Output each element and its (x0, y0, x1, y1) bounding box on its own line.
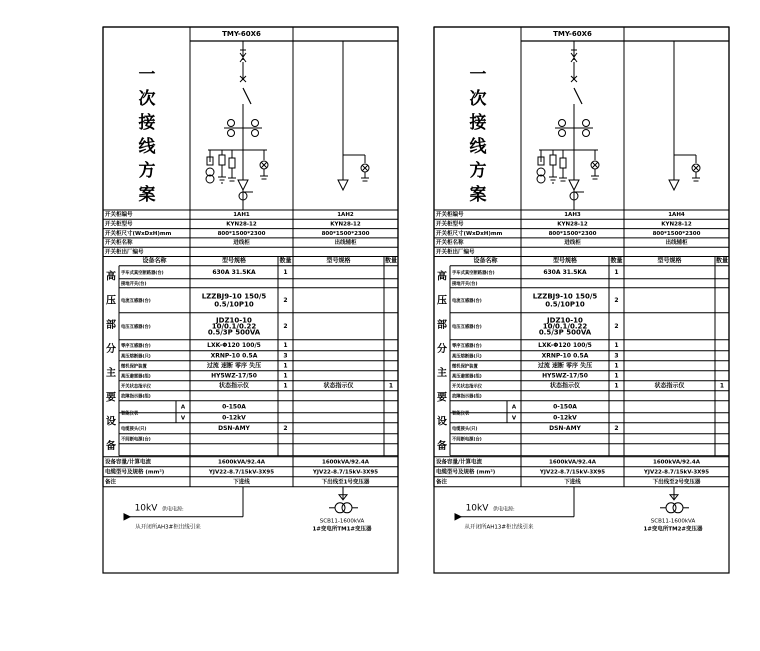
arrow-icon (124, 514, 130, 520)
scheme-label-char: 接 (138, 113, 156, 133)
panel-1 (103, 18, 398, 573)
spec-line: 0.5/3P 500VA (538, 328, 592, 337)
incoming-from: 从开闭所AH13#柜出线引来 (464, 524, 534, 531)
spec-line: 0-12kV (222, 414, 246, 422)
footer-label: 备注 (436, 479, 448, 486)
equipment-name: 高压熔断器(只) (452, 354, 482, 360)
spec-line: 0-150A (222, 403, 246, 411)
header-spec: 型号规格 (221, 257, 247, 265)
incoming-from: 从开闭所AH3#柜出线引来 (135, 524, 201, 531)
spec-line: LZZBJ9-10 150/5 (201, 292, 267, 301)
spec-line: XRNP-10 0.5A (210, 352, 258, 360)
spec-line: 10/0.1/0.22 (211, 322, 257, 331)
footer-v2: YJV22-8.7/15kV-3X95 (643, 469, 710, 476)
qty1: 1 (283, 372, 288, 380)
qty1: 1 (283, 382, 288, 390)
spec-line: DSN-AMY (549, 424, 581, 432)
cabinet-value: KYN28-12 (226, 221, 257, 228)
footer-label: 设备容量/计算电流 (436, 459, 483, 466)
scheme-label-char: 次 (138, 89, 156, 109)
equipment-name: 故障指示器(组) (121, 394, 151, 400)
equipment-name: 不间断电源(台) (452, 437, 482, 443)
spec-line: 过流 速断 零序 失压 (537, 362, 593, 370)
qty1: 1 (614, 268, 619, 276)
section-char: 主 (437, 368, 447, 380)
cable-head-icon (569, 180, 579, 190)
cabinet-value: 进线柜 (564, 240, 581, 247)
spec-line: 630A 31.5KA (543, 268, 587, 276)
cable-head-icon (238, 180, 248, 190)
cable-head-icon (669, 180, 679, 190)
spec2: 状态指示仪 (323, 382, 354, 390)
spec-line: 630A 31.5KA (212, 268, 256, 276)
footer-v1: 下进线 (233, 479, 250, 486)
qty1: 2 (614, 322, 619, 330)
cabinet-value: KYN28-12 (661, 221, 692, 228)
qty1: 1 (614, 372, 619, 380)
panel-2 (434, 18, 729, 573)
scheme-label-char: 线 (138, 137, 156, 157)
spec-line: 0.5/10P10 (545, 300, 585, 309)
scheme-label-char: 案 (138, 185, 156, 205)
qty1: 1 (283, 268, 288, 276)
scheme-label-char: 接 (469, 113, 487, 133)
qty2: 1 (388, 382, 394, 390)
incoming-sub: 供电电源: (162, 506, 184, 513)
header-spec: 型号规格 (657, 257, 682, 265)
spec-line: LXK-Φ120 100/5 (538, 341, 592, 349)
equipment-name: 故障指示器(组) (452, 394, 482, 400)
qty1: 3 (283, 352, 288, 360)
spec-line: HY5WZ-17/50 (542, 372, 588, 380)
equipment-name: 接地开关(台) (452, 281, 478, 287)
cabinet-value: KYN28-12 (557, 221, 588, 228)
row-label: 开关柜出厂编号 (105, 249, 144, 256)
scheme-label-char: 方 (469, 161, 487, 181)
meter-sub: A (180, 404, 186, 411)
header-qty: 数量 (610, 257, 623, 265)
equipment-name: 开关状态指示仪 (452, 384, 483, 390)
footer-v1: YJV22-8.7/15kV-3X95 (208, 469, 275, 476)
footer-v1: 1600kVA/92.4A (549, 459, 596, 466)
bus-label: TMY-60X6 (222, 30, 261, 38)
incoming-sub: 供电电源: (493, 506, 515, 513)
cabinet-value: 800*1500*2300 (652, 230, 701, 237)
equipment-name: 接地开关(台) (121, 281, 147, 287)
footer-v2: YJV22-8.7/15kV-3X95 (312, 469, 379, 476)
equipment-name: 手车式真空断路器(台) (121, 270, 164, 276)
row-label: 开关柜出厂编号 (436, 249, 475, 256)
cabinet-value: 1AH2 (337, 212, 354, 219)
spec-line: 0.5/10P10 (214, 300, 254, 309)
meter-sub: V (180, 415, 186, 422)
qty1: 1 (283, 341, 288, 349)
equipment-name: 电流互感器(台) (121, 298, 151, 304)
scheme-label-char: 方 (138, 161, 156, 181)
spec-line: DSN-AMY (218, 424, 250, 432)
qty1: 3 (614, 352, 619, 360)
transformer-model: SCB11-1600kVA (319, 518, 365, 525)
qty1: 1 (614, 362, 619, 370)
equipment-name: 微机保护装置 (452, 364, 478, 370)
transformer-note: 1#变电所TM1#变压器 (312, 526, 372, 533)
arrow-icon (455, 514, 461, 520)
footer-v2: 1600kVA/92.4A (322, 459, 369, 466)
equipment-name: 高压避雷器(组) (121, 374, 151, 380)
section-char: 备 (437, 440, 447, 452)
spec-line: 10/0.1/0.22 (542, 322, 588, 331)
spec-line: 过流 速断 零序 失压 (206, 362, 262, 370)
qty1: 2 (614, 296, 619, 304)
row-label: 开关柜编号 (105, 212, 133, 219)
section-char: 高 (106, 271, 116, 283)
cabinet-value: 出线辅柜 (665, 240, 688, 247)
section-char: 分 (106, 344, 116, 356)
row-label: 开关柜尺寸(WxDxH)mm (436, 230, 503, 237)
incoming-voltage: 10kV (134, 503, 158, 514)
footer-v2: 下出线至1号变压器 (321, 479, 370, 486)
footer-label: 备注 (105, 479, 117, 486)
section-char: 压 (106, 295, 116, 307)
row-label: 开关柜名称 (436, 240, 464, 247)
footer-v2: 1600kVA/92.4A (653, 459, 700, 466)
header-name: 设备名称 (473, 257, 498, 265)
section-char: 部 (437, 319, 447, 331)
row-label: 开关柜型号 (105, 221, 133, 228)
cabinet-value: 1AH4 (668, 212, 685, 219)
transformer-model: SCB11-1600kVA (650, 518, 696, 525)
cabinet-value: 800*1500*2300 (217, 230, 266, 237)
header-spec: 型号规格 (552, 257, 578, 265)
spec-line: LZZBJ9-10 150/5 (532, 292, 598, 301)
spec-line: XRNP-10 0.5A (541, 352, 589, 360)
section-char: 主 (106, 368, 116, 380)
footer-v1: 下进线 (564, 479, 581, 486)
section-char: 要 (106, 392, 116, 404)
header-qty: 数量 (715, 257, 729, 265)
header-name: 设备名称 (142, 257, 167, 265)
section-char: 要 (437, 392, 447, 404)
row-label: 开关柜名称 (105, 240, 133, 247)
spec-line: 0.5/3P 500VA (207, 328, 261, 337)
header-qty: 数量 (279, 257, 292, 265)
cabinet-value: 1AH1 (233, 212, 250, 219)
equipment-name: 不间断电源(台) (121, 437, 151, 443)
qty1: 2 (283, 322, 288, 330)
footer-v1: YJV22-8.7/15kV-3X95 (539, 469, 606, 476)
header-spec: 型号规格 (326, 257, 351, 265)
spec2: 状态指示仪 (654, 382, 685, 390)
spec-line: 0-150A (553, 403, 577, 411)
scheme-label-char: 案 (469, 185, 487, 205)
row-label: 开关柜编号 (436, 212, 464, 219)
equipment-name: 零序互感器(台) (452, 343, 482, 349)
cable-head-icon (338, 180, 348, 190)
incoming-voltage: 10kV (465, 503, 489, 514)
equipment-name: 开关状态指示仪 (121, 384, 152, 390)
equipment-name: 智能仪表 (452, 411, 470, 417)
cabinet-value: 1AH3 (564, 212, 581, 219)
section-char: 设 (106, 416, 116, 428)
equipment-name: 电压互感器(台) (121, 324, 151, 330)
scheme-label-char: 一 (469, 65, 487, 85)
section-char: 备 (106, 440, 116, 452)
scheme-label-char: 次 (469, 89, 487, 109)
row-label: 开关柜型号 (436, 221, 464, 228)
qty1: 1 (283, 362, 288, 370)
footer-v1: 1600kVA/92.4A (218, 459, 265, 466)
equipment-name: 电压互感器(台) (452, 324, 482, 330)
section-char: 分 (437, 344, 447, 356)
spec-line: JDZ10-10 (216, 316, 252, 325)
transformer-note: 1#变电所TM2#变压器 (643, 526, 703, 533)
equipment-name: 零序互感器(台) (121, 343, 151, 349)
equipment-name: 微机保护装置 (121, 364, 147, 370)
equipment-name: 高压避雷器(组) (452, 374, 482, 380)
equipment-name: 电缆接头(只) (452, 426, 478, 432)
bus-label: TMY-60X6 (553, 30, 592, 38)
scheme-label-char: 一 (138, 65, 156, 85)
spec-line: 状态指示仪 (549, 382, 581, 390)
spec-line: JDZ10-10 (547, 316, 583, 325)
spec-line: 状态指示仪 (218, 382, 250, 390)
equipment-name: 手车式真空断路器(台) (452, 270, 495, 276)
scheme-label-char: 线 (469, 137, 487, 157)
qty1: 2 (614, 424, 619, 432)
meter-sub: A (511, 404, 517, 411)
cabinet-value: 出线辅柜 (334, 240, 357, 247)
spec-line: HY5WZ-17/50 (211, 372, 257, 380)
equipment-name: 高压熔断器(只) (121, 354, 151, 360)
section-char: 设 (437, 416, 447, 428)
footer-label: 电缆型号及规格 (mm²) (436, 469, 496, 476)
qty1: 2 (283, 424, 288, 432)
qty1: 1 (614, 382, 619, 390)
spec-line: LXK-Φ120 100/5 (207, 341, 261, 349)
footer-label: 设备容量/计算电流 (105, 459, 152, 466)
cabinet-value: 800*1500*2300 (548, 230, 597, 237)
qty1: 1 (614, 341, 619, 349)
qty1: 2 (283, 296, 288, 304)
equipment-name: 智能仪表 (121, 411, 139, 417)
equipment-name: 电缆接头(只) (121, 426, 147, 432)
spec-line: 0-12kV (553, 414, 577, 422)
section-char: 压 (437, 295, 447, 307)
section-char: 部 (106, 319, 116, 331)
row-label: 开关柜尺寸(WxDxH)mm (105, 230, 172, 237)
cabinet-value: 进线柜 (233, 240, 250, 247)
section-char: 高 (437, 271, 447, 283)
cabinet-value: KYN28-12 (330, 221, 361, 228)
header-qty: 数量 (384, 257, 398, 265)
meter-sub: V (511, 415, 517, 422)
equipment-name: 电流互感器(台) (452, 298, 482, 304)
cabinet-value: 800*1500*2300 (321, 230, 370, 237)
footer-label: 电缆型号及规格 (mm²) (105, 469, 165, 476)
footer-v2: 下出线至2号变压器 (652, 479, 701, 486)
qty2: 1 (719, 382, 725, 390)
